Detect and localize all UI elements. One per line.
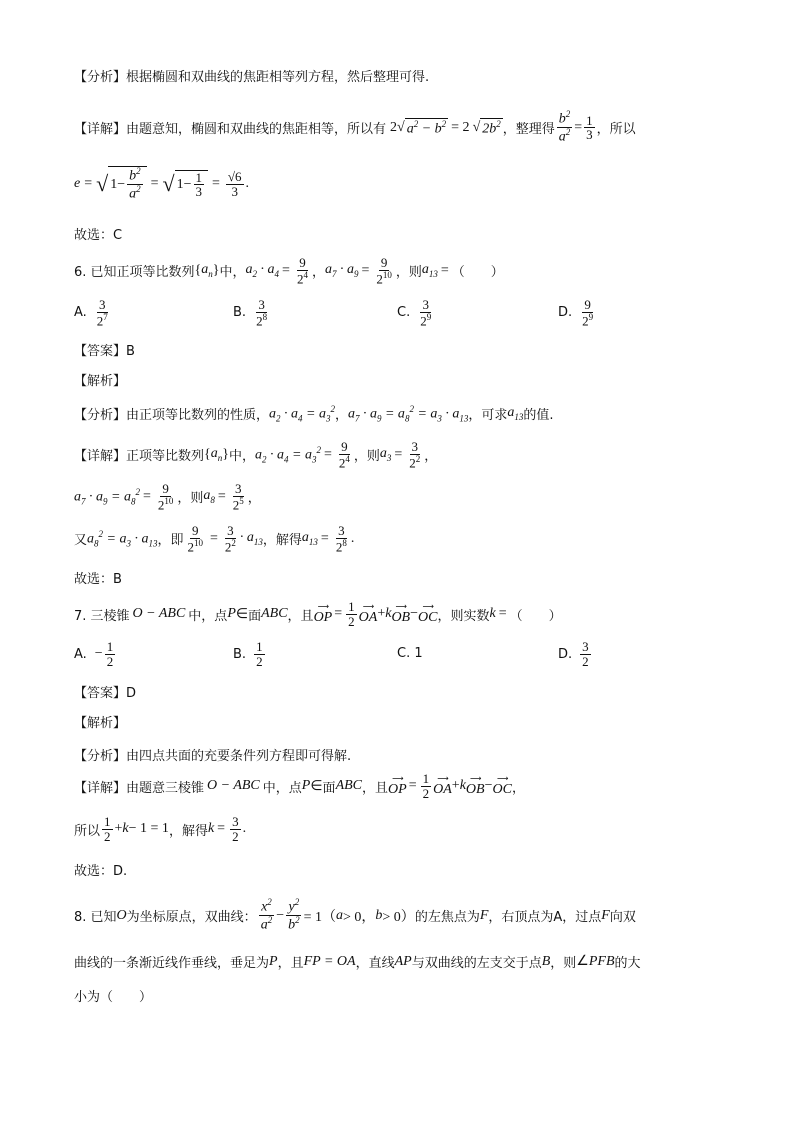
q6-option-c[interactable]: C. $\frac{3}{2^9}$ (397, 297, 432, 328)
q6-option-a[interactable]: A. $\frac{3}{2^7}$ (74, 297, 108, 328)
q7-option-c[interactable]: C. 1 (397, 646, 423, 661)
q6-answer-line: 故选：B (74, 572, 122, 587)
q6-answer-tag: 【答案】B (74, 344, 135, 359)
q7-analysis: 【分析】由四点共面的充要条件列方程即可得解. (74, 749, 352, 764)
q5-answer: 故选：C (74, 228, 123, 243)
q6-detail-3: 又 $a_8^2 = a_3 \cdot a_{13}$ ，即 $\frac{9}{2^{10}}$ = $\frac{3}{2^2}$ · $a_{13}$ ，解得 $a_{13}$ = $\frac{3}{2^8}$ . (74, 523, 355, 554)
q6-analysis: 【分析】由正项等比数列的性质， $a_2 \cdot a_4 = a_3^2$ ， $a_7 \cdot a_9 = a_8^2 = a_3 \cdot a_{13}$ ，可求 $a_{13}$ 的值. (74, 404, 554, 424)
q7-answer-line: 故选：D. (74, 864, 128, 879)
q7-jiexi-tag: 【解析】 (74, 716, 127, 731)
q7-detail-1: 【详解】由题意三棱锥 O − ABC 中，点 P ∈ 面 ABC ，且 ⟶ OP = $\frac{1}{2}$ ⟶ OA + k ⟶ OB − ⟶ OC ， (74, 771, 525, 801)
q5-eccentricity: e = √ 1− $\frac{b^2}{a^2}$ = √ 1− $\frac{1}{3}$ = $\frac{√6}{3}$ . (74, 166, 250, 202)
q7-answer-tag: 【答案】D (74, 686, 137, 701)
q7-detail-2: 所以 $\frac{1}{2}$ + k − 1 = 1 ，解得 k = $\frac{3}{2}$ . (74, 814, 247, 844)
q7-option-a[interactable]: A. − $\frac{1}{2}$ (74, 639, 114, 669)
q8-line-1: 8. 已知 O 为坐标原点，双曲线： $\frac{x^2}{a^2}$ − $\frac{y^2}{b^2}$ = 1（ a > 0， b > 0） 的左焦点为 F ，右顶点为A，过点 F 向双 (74, 897, 636, 933)
q6-option-d[interactable]: D. $\frac{9}{2^9}$ (558, 297, 594, 328)
q5-detail: 【详解】由题意知，椭圆和双曲线的焦距相等，所以有 2 √ $a^2 - b^2$ = 2 √ $2b^2$ ，整理得 $\frac{b^2}{a^2}$ = $\frac{1}{3}$ ，所以 (74, 109, 636, 145)
q7-option-b[interactable]: B. $\frac{1}{2}$ (233, 639, 263, 669)
q6-detail-2: $a_7 \cdot a_9 = a_8^2$ = $\frac{9}{2^{10}}$ ，则 $a_8$ = $\frac{3}{2^5}$ ， (74, 481, 261, 512)
q8-line-2: 曲线的一条渐近线作垂线，垂足为 P ，且 FP = OA ，直线 AP 与双曲线的左支交于点 B ，则 ∠ PFB 的大 (74, 953, 641, 971)
q6-stem: 6. 已知正项等比数列 { $a_n$ } 中， $a_2 \cdot a_4$ = $\frac{9}{2^4}$ ， $a_7 \cdot a_9$ = $\frac{9}{2^{10}}$ ，则 $a_{13}$ = （ ） (74, 255, 504, 286)
q6-jiexi-tag: 【解析】 (74, 374, 127, 389)
q5-analysis: 【分析】根据椭圆和双曲线的焦距相等列方程，然后整理可得. (74, 70, 430, 85)
q6-option-b[interactable]: B. $\frac{3}{2^8}$ (233, 297, 268, 328)
q7-option-d[interactable]: D. $\frac{3}{2}$ (558, 639, 589, 669)
q6-detail-1: 【详解】正项等比数列 { $a_n$ } 中， $a_2 \cdot a_4 = a_3^2$ = $\frac{9}{2^4}$ ，则 $a_3$ = $\frac{3}{2^2}$ ， (74, 439, 438, 470)
q8-line-3: 小为（ ） (74, 990, 153, 1005)
q7-stem: 7. 三棱锥 O − ABC 中，点 P ∈ 面 ABC ，且 ⟶ OP = $\frac{1}{2}$ ⟶ OA + k ⟶ OB − ⟶ OC ，则实数 k = （ ） (74, 599, 562, 629)
